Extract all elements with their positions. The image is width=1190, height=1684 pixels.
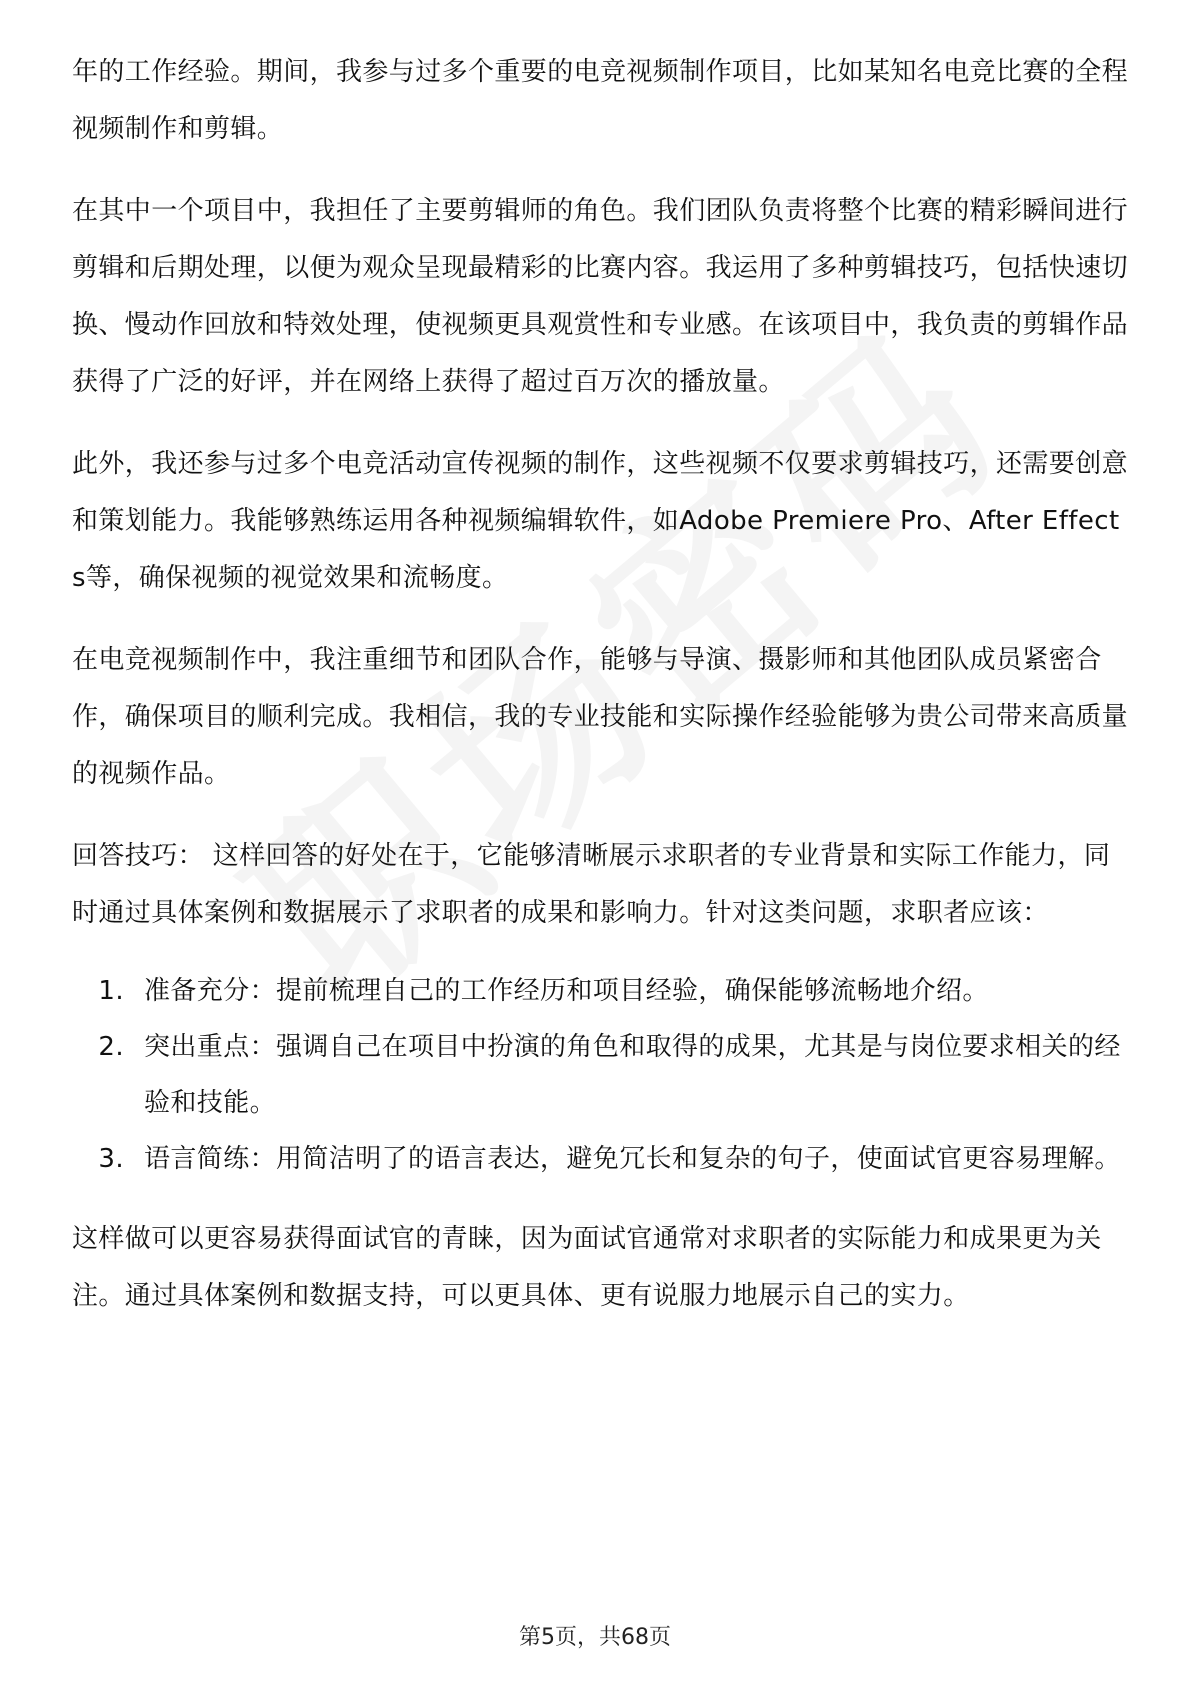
list-item-text: 准备充分：提前梳理自己的工作经历和项目经验，确保能够流畅地介绍。: [144, 976, 989, 1006]
paragraph-closing: 这样做可以更容易获得面试官的青睐，因为面试官通常对求职者的实际能力和成果更为关注。通过具体案例和数据支持，可以更具体、更有说服力地展示自己的实力。: [72, 1224, 1102, 1311]
paragraph-experience: 年的工作经验。期间，我参与过多个重要的电竞视频制作项目，比如某知名电竞比赛的全程视频制作和剪辑。: [72, 57, 1129, 144]
paragraph-promo-videos: 此外，我还参与过多个电竞活动宣传视频的制作，这些视频不仅要求剪辑技巧，还需要创意和策划能力。我能够熟练运用各种视频编辑软件，如Adobe Premiere Pro、After Effects等，确保视频的视觉效果和流畅度。: [72, 449, 1129, 593]
tips-list: [72, 963, 1132, 1187]
page-number-footer: 第5页，共68页: [519, 1625, 671, 1650]
list-item-text: 突出重点：强调自己在项目中扮演的角色和取得的成果，尤其是与岗位要求相关的经验和技能。: [144, 1032, 1121, 1118]
list-item-number: 3.: [98, 1144, 124, 1174]
paragraph-answer-tips: 回答技巧： 这样回答的好处在于，它能够清晰展示求职者的专业背景和实际工作能力，同时通过具体案例和数据展示了求职者的成果和影响力。针对这类问题，求职者应该：: [72, 841, 1111, 928]
paragraph-project-role: 在其中一个项目中，我担任了主要剪辑师的角色。我们团队负责将整个比赛的精彩瞬间进行剪辑和后期处理，以便为观众呈现最精彩的比赛内容。我运用了多种剪辑技巧，包括快速切换、慢动作回放和特效处理，使视频更具观赏性和专业感。在该项目中，我负责的剪辑作品获得了广泛的好评，并在网络上获得了超过百万次的播放量。: [72, 196, 1129, 397]
list-item-text: 语言简练：用简洁明了的语言表达，避免冗长和复杂的句子，使面试官更容易理解。: [144, 1144, 1121, 1174]
list-item: [72, 1131, 1132, 1187]
document-body: [72, 44, 1132, 1350]
paragraph-teamwork: 在电竞视频制作中，我注重细节和团队合作，能够与导演、摄影师和其他团队成员紧密合作，确保项目的顺利完成。我相信，我的专业技能和实际操作经验能够为贵公司带来高质量的视频作品。: [72, 645, 1129, 789]
list-item: [72, 963, 1132, 1019]
list-item: [72, 1019, 1132, 1131]
list-item-number: 2.: [98, 1032, 124, 1062]
list-item-number: 1.: [98, 976, 124, 1006]
